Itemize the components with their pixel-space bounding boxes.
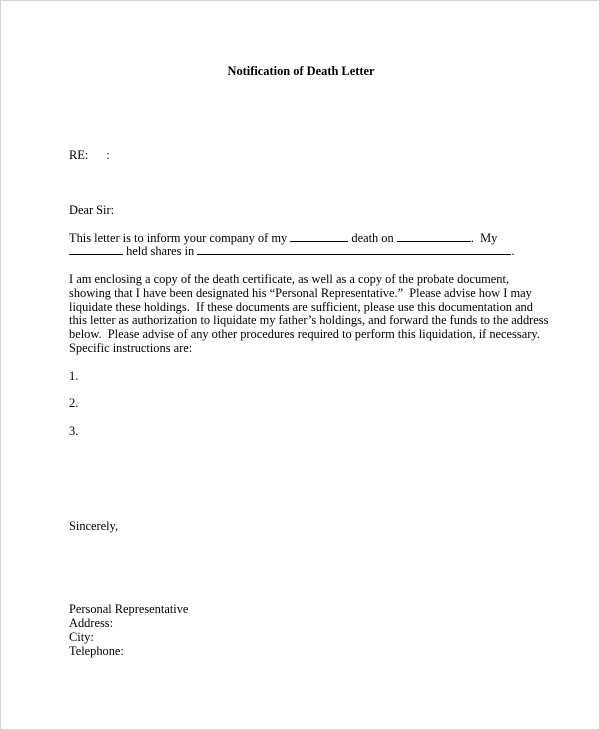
re-label: RE: [69, 148, 89, 162]
instruction-item: 2. [69, 396, 79, 410]
signature-city: City: [69, 630, 94, 644]
re-colon: : [106, 148, 110, 162]
signature-role: Personal Representative [69, 602, 189, 616]
signature-telephone: Telephone: [69, 644, 124, 658]
instruction-item: 1. [69, 369, 79, 383]
blank-name-field [290, 231, 348, 242]
instruction-item: 3. [69, 424, 79, 438]
re-line [69, 148, 110, 162]
text: death on [348, 231, 397, 245]
paragraph-2-line: Specific instructions are: [69, 341, 193, 355]
paragraph-1-line-2 [69, 244, 514, 258]
text: held shares in [123, 244, 198, 258]
paragraph-2-line: I am enclosing a copy of the death certificate, as well as a copy of the probate document, [69, 272, 510, 286]
blank-date-field [397, 231, 471, 242]
salutation: Dear Sir: [69, 203, 115, 217]
blank-relation-field [69, 244, 123, 255]
paragraph-1-line-1 [69, 231, 497, 245]
text: . My [470, 231, 498, 245]
text: This letter is to inform your company of my [69, 231, 291, 245]
text: . [511, 244, 515, 258]
signature-address: Address: [69, 616, 114, 630]
blank-company-field [197, 244, 511, 255]
paragraph-2-line: below. Please advise of any other procedures required to perform this liquidation, if necessary. [69, 327, 540, 341]
document-title: Notification of Death Letter [227, 64, 375, 78]
paragraph-2-line: liquidate these holdings. If these documents are sufficient, please use this documentation and [69, 299, 533, 314]
closing: Sincerely, [69, 519, 119, 533]
paragraph-2-line: showing that I have been designated his “Personal Representative.” Please advise how I may [69, 286, 532, 300]
paragraph-2-line: this letter as authorization to liquidate my father’s holdings, and forward the funds to the address [69, 313, 549, 327]
